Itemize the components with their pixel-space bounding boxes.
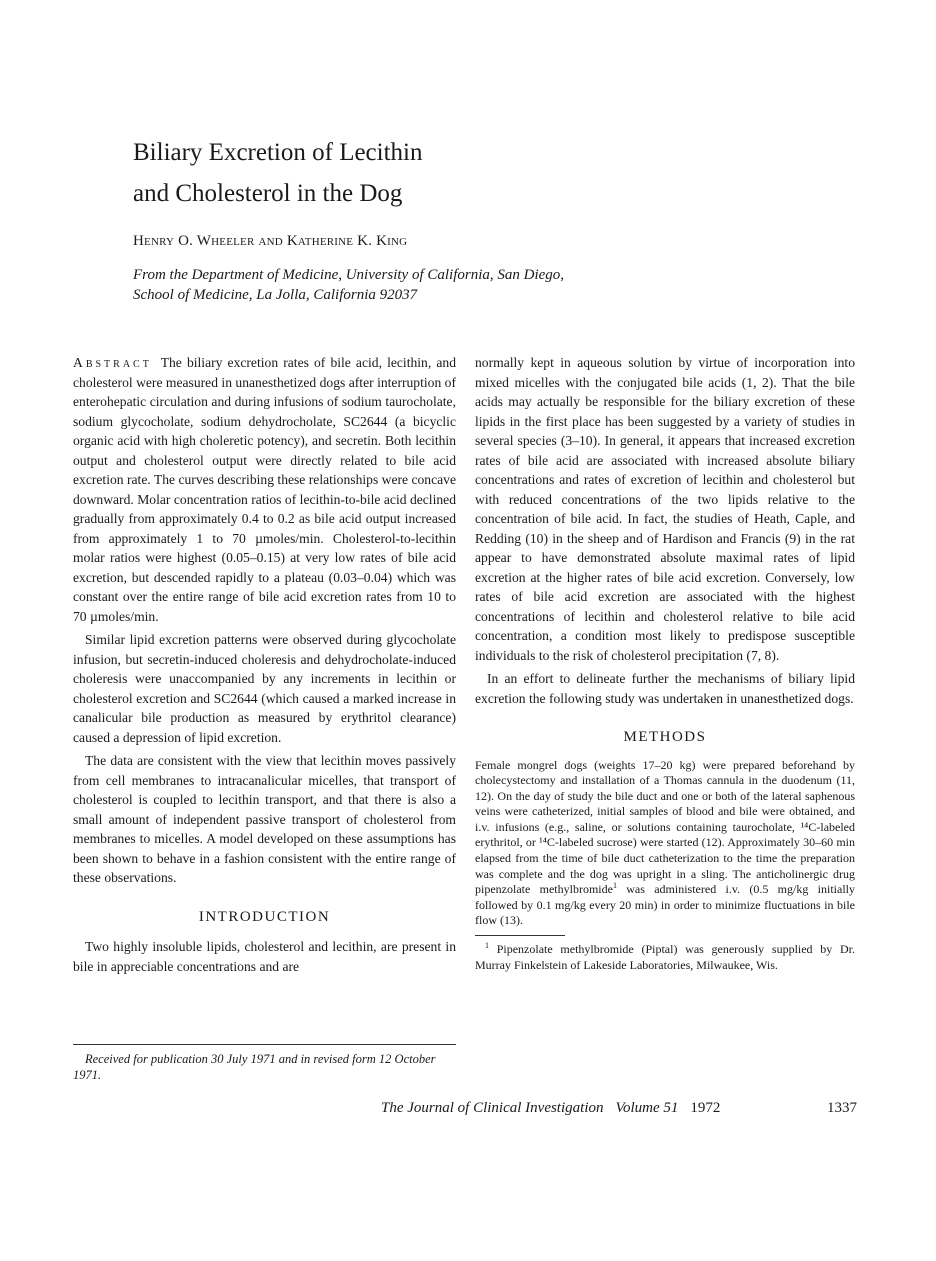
page-number: 1337 xyxy=(827,1100,857,1116)
journal-footer xyxy=(381,1100,857,1117)
abstract-paragraph-3: The data are consistent with the view that lecithin moves passively from cell membranes to intracanalicular micelles, that transport of cholesterol is coupled to lecithin transport, and that there is also a small amount of independent passive transport of cholesterol from membranes to micelles. A model developed on these assumptions has been shown to behave in a fashion consistent with the entire range of these observations. xyxy=(73,753,456,885)
methods-text-a: Female mongrel dogs (weights 17–20 kg) were prepared beforehand by cholecystectomy and installation of a Thomas cannula in the duodenum (11, 12). On the day of study the bile duct and one or both of the lateral saphenous veins were catheterized, initial samples of blood and bile were obtained, and i.v. infusions (e.g., saline, or solutions containing taurocholate, ¹⁴C-labeled erythritol, or ¹⁴C-labeled sucrose) were started (12). Approximately 30–60 min elapsed from the time of bile duct catheterization to the time the preparation was complete and the dog was upright in a sling. The anticholinergic drug pipenzolate methylbromide xyxy=(475,757,855,897)
right-column xyxy=(475,353,855,973)
received-note: Received for publication 30 July 1971 and in revised form 12 October 1971. xyxy=(73,1044,456,1083)
methods-heading: METHODS xyxy=(623,729,707,745)
affiliation xyxy=(133,265,693,305)
abstract-label: Abstract xyxy=(73,355,152,370)
journal-name: The Journal of Clinical Investigation xyxy=(381,1100,604,1116)
journal-volume: Volume 51 xyxy=(615,1100,679,1116)
author-line: Henry O. Wheeler and Katherine K. King xyxy=(133,233,408,249)
footnote-reference: 1 xyxy=(612,881,617,891)
affiliation-line-1: From the Department of Medicine, University of California, San Diego, xyxy=(133,267,565,283)
introduction-paragraph-1-continued: normally kept in aqueous solution by virtue of incorporation into mixed micelles with the conjugated bile acids (1, 2). That the bile acids may actually be responsible for the biliary excretion of these lipids in the first place has been suggested by a variety of studies in several species (3–10). In general, it appears that increased excretion rates of bile acid are associated with increased absolute biliary concentrations and rates of excretion of lecithin and cholesterol but with reduced concentrations of the two lipids relative to the concentration of bile acid. In fact, the studies of Heath, Caple, and Redding (10) in the sheep and of Hardison and Francis (9) in the rat appear to have demonstrated absolute maximal rates of lipid excretion at the higher rates of bile acid excretion. Conversely, low rates of bile acid excretion are associated with the highest concentrations of lecithin and cholesterol relative to bile acid concentration, a condition most likely to predispose susceptible individuals to the risk of cholesterol precipitation (7, 8). xyxy=(475,355,855,663)
journal-year: 1972 xyxy=(690,1100,721,1116)
article-title xyxy=(133,132,733,214)
left-column xyxy=(73,353,456,980)
affiliation-line-2: School of Medicine, La Jolla, California 92037 xyxy=(133,287,418,303)
abstract-text-1: The biliary excretion rates of bile acid, lecithin, and cholesterol were measured in unanesthetized dogs after interruption of enterohepatic circulation and during infusions of sodium taurocholate, sodium glycocholate, sodium dehydrocholate, SC2644 (a bicyclic organic acid with high choleretic potency), and secretin. Both lecithin output and cholesterol output were directly related to bile acid excretion rate. The curves describing these relationships were concave downward. Molar concentration ratios of lecithin-to-bile acid declined gradually from approximately 0.4 to 0.2 as bile acid output increased from approximately 1 to 70 µmoles/min. Cholesterol-to-lecithin molar ratios were highest (0.05–0.15) at very low rates of bile acid excretion, but descended rapidly to a plateau (0.03–0.04) which was constant over the entire range of bile acid excretion rates from 10 to 70 µmoles/min. xyxy=(73,355,456,624)
introduction-paragraph-2: In an effort to delineate further the mechanisms of biliary lipid excretion the following study was undertaken in unanesthetized dogs. xyxy=(475,671,855,706)
methods-text-b: was administered i.v. (0.5 mg/kg initially followed by 0.1 mg/kg every 20 min) in order to minimize fluctuations in bile flow (13). xyxy=(475,882,855,928)
introduction-paragraph-1-start: Two highly insoluble lipids, cholesterol and lecithin, are present in bile in appreciable concentrations and are xyxy=(73,939,456,974)
footnote-mark: 1 xyxy=(485,941,489,951)
title-line-1: Biliary Excretion of Lecithin xyxy=(133,139,423,166)
footnote-text: Pipenzolate methylbromide (Piptal) was generously supplied by Dr. Murray Finkelstein of Lakeside Laboratories, Milwaukee, Wis. xyxy=(475,942,855,972)
abstract-paragraph-2: Similar lipid excretion patterns were observed during glycocholate infusion, but secretin-induced choleresis and dehydrocholate-induced choleresis were unaccompanied by any increments in lecithin or cholesterol excretion and SC2644 (which caused a marked increase in canalicular bile production as measured by erythritol clearance) caused a depression of lipid excretion. xyxy=(73,632,456,745)
title-line-2: and Cholesterol in the Dog xyxy=(133,180,403,207)
abstract-paragraph-1 xyxy=(73,353,456,626)
footnote-divider xyxy=(475,935,565,936)
footnote xyxy=(475,942,855,973)
methods-section xyxy=(475,758,855,930)
methods-paragraph-1 xyxy=(475,758,855,930)
introduction-heading: INTRODUCTION xyxy=(198,908,331,925)
